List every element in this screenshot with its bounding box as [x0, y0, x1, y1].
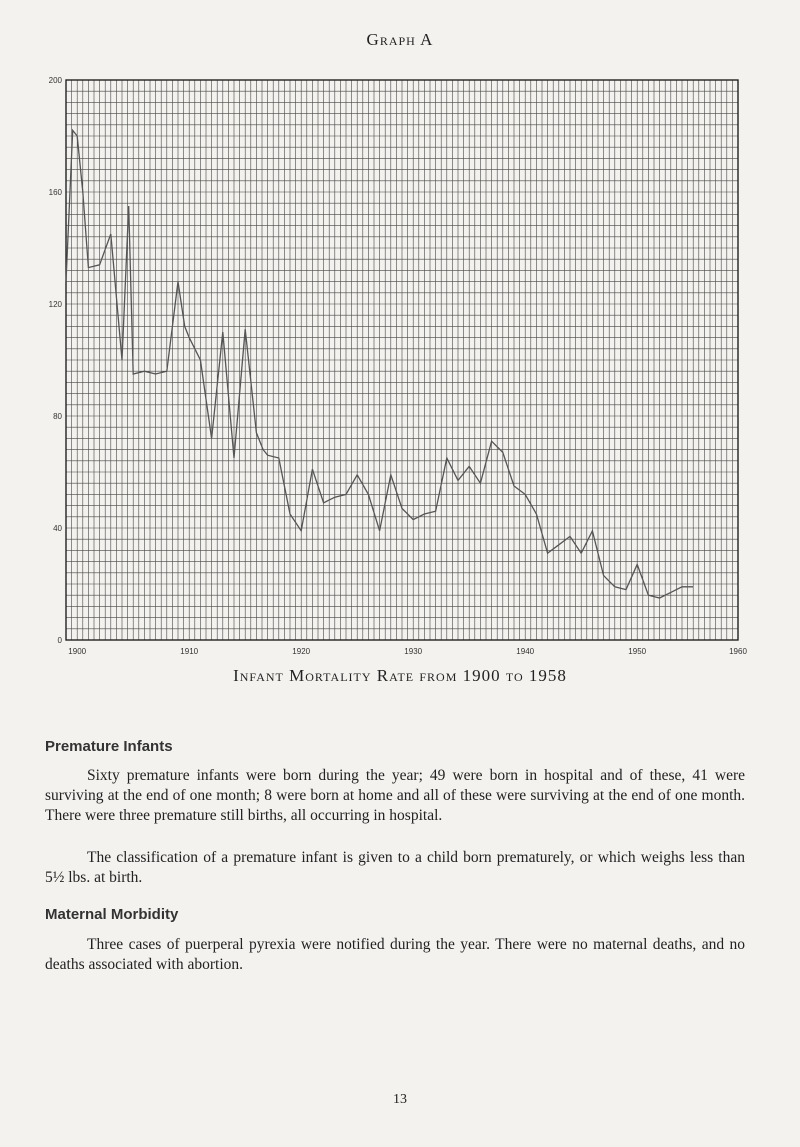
- x-tick-label: 1910: [180, 647, 199, 656]
- paragraph-premature-classification: The classification of a premature infant is given to a child born prematurely, or which weighs less than 5½ lbs. at birth.: [45, 849, 745, 886]
- y-tick-label: 80: [53, 412, 62, 421]
- x-tick-label: 1960: [729, 647, 747, 656]
- section-heading-premature-infants: Premature Infants: [45, 738, 173, 755]
- y-tick-label: 160: [48, 188, 62, 197]
- x-tick-label: 1940: [516, 647, 535, 656]
- x-tick-label: 1930: [404, 647, 423, 656]
- y-tick-label: 200: [48, 76, 62, 85]
- paragraph-maternal-morbidity: Three cases of puerperal pyrexia were notified during the year. There were no maternal deaths, and no deaths associated with abortion.: [45, 936, 745, 973]
- x-tick-label: 1920: [292, 647, 311, 656]
- y-tick-label: 40: [53, 524, 62, 533]
- graph-caption: Infant Mortality Rate from 1900 to 1958: [233, 666, 567, 685]
- graph-heading: Graph A: [366, 30, 434, 49]
- paragraph-premature-births: Sixty premature infants were born during the year; 49 were born in hospital and of these, 41 were surviving at the end of one month; 8 were born at home and all of these were surviving at the end of one month. There were three premature still births, all occurring in hospital.: [45, 767, 745, 824]
- section-heading-maternal-morbidity: Maternal Morbidity: [45, 906, 179, 923]
- x-tick-label: 1950: [628, 647, 647, 656]
- infant-mortality-chart: [0, 60, 800, 660]
- y-tick-label: 0: [57, 636, 62, 645]
- y-tick-label: 120: [48, 300, 62, 309]
- x-tick-label: 1900: [68, 647, 87, 656]
- chart-grid: [66, 80, 738, 640]
- page-number: 13: [393, 1092, 407, 1107]
